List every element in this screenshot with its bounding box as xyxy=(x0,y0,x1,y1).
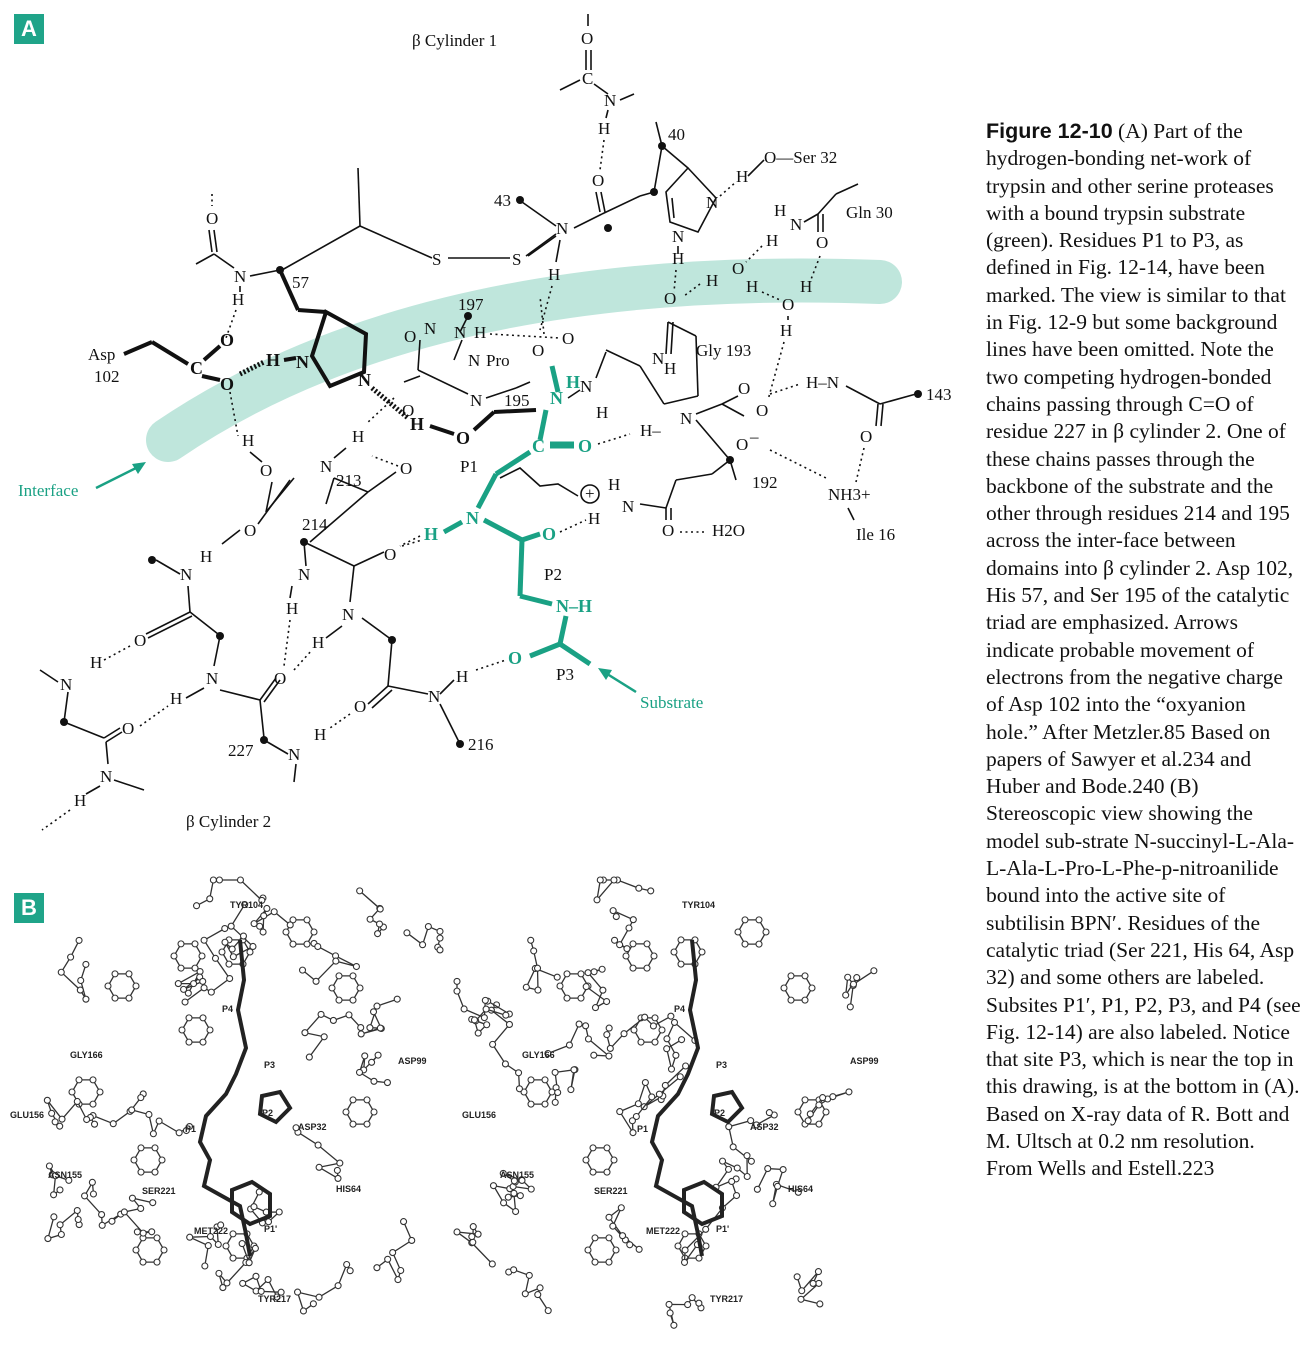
svg-text:N: N xyxy=(100,767,113,786)
svg-text:P3: P3 xyxy=(556,665,574,684)
svg-text:O: O xyxy=(384,545,397,564)
residue-label: GLU156 xyxy=(462,1110,497,1120)
beta-cylinder-1-label: β Cylinder 1 xyxy=(412,31,498,50)
stereo-view-panel xyxy=(0,860,910,1367)
svg-text:P1: P1 xyxy=(460,457,478,476)
svg-text:O—Ser 32: O—Ser 32 xyxy=(764,148,838,167)
svg-text:O: O xyxy=(664,289,677,308)
svg-text:N: N xyxy=(320,457,333,476)
svg-text:192: 192 xyxy=(752,473,778,492)
svg-text:O: O xyxy=(260,461,273,480)
svg-text:N: N xyxy=(296,352,309,372)
svg-text:P2: P2 xyxy=(544,565,562,584)
beta-cylinder-2-label: β Cylinder 2 xyxy=(186,812,272,831)
caption-text: (A) Part of the hydrogen-bonding net-work of trypsin and other serine proteases with a bound trypsin substrate (green). Residues P1 to P3, as defined in Fig. 12-14, have been marked. The view is similar to that in Fig. 12-9 but some background lines have been omitted. Note the two competing hydrogen-bonded chains passing through C=O of residue 227 in β cylinder 2. One of these chains passes through the backbone of the substrate and the other through residues 214 and 195 across the inter-face between domains into β cylinder 2. Asp 102, His 57, and Ser 195 of the catalytic triad are emphasized. Arrows indicate probable movement of electrons from the negative charge of Asp 102 into the “oxyanion hole.” After Metzler.85 Based on papers of Sawyer et al.234 and Huber and Bode.240 (B) Stereoscopic view showing the model sub-strate N-succinyl-L-Ala-L-Ala-L-Pro-L-Phe-p-nitroanilide bound into the active site of subtilisin BPN′. Residues of the catalytic triad (Ser 221, His 64, Asp 32) and some others are labeled. Subsites P1′, P1, P2, P3, and P4 (see Fig. 12-14) are also labeled. Notice that site P3, which is near the top in this drawing, is at the bottom in (A). Based on X-ray data of R. Bott and M. Ultsch at 0.2 nm resolution. From Wells and Estell.223 xyxy=(986,119,1301,1181)
svg-text:O: O xyxy=(756,401,769,420)
residue-label: HIS64 xyxy=(788,1184,814,1194)
stereo-image-left xyxy=(10,877,443,1314)
residue-label: SER221 xyxy=(594,1186,628,1196)
svg-text:+: + xyxy=(585,484,595,503)
ser-195 xyxy=(372,382,536,448)
svg-text:N: N xyxy=(622,497,635,516)
svg-text:O: O xyxy=(220,374,235,394)
residue-label: TYR104 xyxy=(682,900,716,910)
svg-text:195: 195 xyxy=(504,391,530,410)
svg-text:H: H xyxy=(596,403,609,422)
residue-label: ASP99 xyxy=(398,1056,427,1066)
svg-text:H: H xyxy=(474,323,487,342)
svg-text:N–H: N–H xyxy=(556,596,592,616)
svg-text:Ile 16: Ile 16 xyxy=(856,525,896,544)
svg-text:Gln 30: Gln 30 xyxy=(846,203,893,222)
svg-text:N: N xyxy=(672,227,685,246)
hydrogen-bond-network-diagram xyxy=(0,0,960,860)
residue-label: GLY166 xyxy=(522,1050,555,1060)
svg-text:N: N xyxy=(424,319,437,338)
svg-text:H: H xyxy=(706,271,719,290)
svg-text:H: H xyxy=(608,475,621,494)
svg-text:H: H xyxy=(200,547,213,566)
svg-text:N: N xyxy=(580,377,593,396)
svg-text:O: O xyxy=(122,719,135,738)
svg-text:N: N xyxy=(358,370,371,390)
svg-text:S: S xyxy=(512,250,522,269)
svg-text:O: O xyxy=(782,295,795,314)
svg-text:C: C xyxy=(190,358,203,378)
svg-text:N: N xyxy=(60,675,73,694)
svg-text:O: O xyxy=(581,29,594,48)
svg-text:H: H xyxy=(286,599,299,618)
svg-text:H: H xyxy=(746,277,759,296)
svg-text:N: N xyxy=(470,391,483,410)
svg-text:O: O xyxy=(134,631,147,650)
svg-text:N: N xyxy=(342,605,355,624)
svg-text:H: H xyxy=(672,249,685,268)
svg-text:C: C xyxy=(532,436,545,456)
svg-text:H: H xyxy=(736,167,749,186)
svg-text:O: O xyxy=(592,171,605,190)
residue-label: P3 xyxy=(716,1060,728,1070)
svg-text:N: N xyxy=(706,193,719,212)
residue-label: ASP32 xyxy=(298,1122,327,1132)
svg-text:N: N xyxy=(234,267,247,286)
panel-b-badge: B xyxy=(14,893,44,923)
svg-text:H: H xyxy=(598,119,611,138)
residue-label: ASN155 xyxy=(500,1170,535,1180)
residue-label: ASN155 xyxy=(48,1170,83,1180)
svg-text:H: H xyxy=(588,509,601,528)
svg-text:O: O xyxy=(400,459,413,478)
svg-text:H: H xyxy=(548,265,561,284)
svg-text:O: O xyxy=(732,259,745,278)
svg-text:213: 213 xyxy=(336,471,362,490)
svg-text:N: N xyxy=(288,745,301,764)
svg-text:N: N xyxy=(556,219,569,238)
svg-text:H: H xyxy=(456,667,469,686)
svg-text:H: H xyxy=(170,689,183,708)
residues-213-214 xyxy=(148,427,422,666)
svg-text:H: H xyxy=(242,431,255,450)
residue-label: TYR217 xyxy=(710,1294,744,1304)
svg-text:O: O xyxy=(220,330,235,350)
residue-label: HIS64 xyxy=(336,1184,362,1194)
svg-text:N: N xyxy=(454,323,467,342)
svg-text:H: H xyxy=(774,201,787,220)
svg-text:S: S xyxy=(432,250,442,269)
residue-label: ASP99 xyxy=(850,1056,879,1066)
disulfide-bridge xyxy=(282,168,556,270)
svg-text:H: H xyxy=(664,359,677,378)
residue-label: P2 xyxy=(262,1108,274,1118)
residue-label: TYR104 xyxy=(230,900,264,910)
residue-label: P1' xyxy=(264,1224,278,1234)
svg-text:O: O xyxy=(816,233,829,252)
svg-text:102: 102 xyxy=(94,367,120,386)
residue-label: MET222 xyxy=(194,1226,229,1236)
residue-label: P1 xyxy=(185,1124,197,1134)
residue-label: TYR217 xyxy=(258,1294,292,1304)
svg-text:NH3+: NH3+ xyxy=(828,485,871,504)
interface-label: Interface xyxy=(18,481,79,500)
svg-text:N: N xyxy=(298,565,311,584)
svg-text:H: H xyxy=(314,725,327,744)
svg-text:O: O xyxy=(532,341,545,360)
svg-text:N: N xyxy=(468,351,481,370)
svg-text:O: O xyxy=(860,427,873,446)
svg-text:H: H xyxy=(90,653,103,672)
top-amide xyxy=(560,14,634,170)
figure-label: Figure 12-10 xyxy=(986,119,1113,143)
interface-arrow xyxy=(96,466,140,488)
residue-label: P3 xyxy=(264,1060,276,1070)
svg-text:O: O xyxy=(404,327,417,346)
stereo-image-right xyxy=(454,877,879,1328)
svg-text:227: 227 xyxy=(228,741,254,760)
svg-text:O: O xyxy=(206,209,219,228)
svg-text:H: H xyxy=(232,290,245,309)
svg-text:N: N xyxy=(466,508,479,528)
svg-text:O: O xyxy=(562,329,575,348)
svg-text:H: H xyxy=(800,277,813,296)
residue-label: P2 xyxy=(714,1108,726,1118)
svg-text:N: N xyxy=(180,565,193,584)
svg-text:O: O xyxy=(542,524,557,544)
residue-label: MET222 xyxy=(646,1226,681,1236)
svg-text:143: 143 xyxy=(926,385,952,404)
residue-label: P4 xyxy=(222,1004,234,1014)
svg-text:N: N xyxy=(428,687,441,706)
svg-text:N: N xyxy=(652,349,665,368)
svg-text:N: N xyxy=(790,215,803,234)
svg-text:214: 214 xyxy=(302,515,328,534)
svg-text:H: H xyxy=(424,524,439,544)
svg-text:40: 40 xyxy=(668,125,685,144)
beta-cylinder-2-network xyxy=(40,605,494,830)
residue-label: GLY166 xyxy=(70,1050,103,1060)
residue-label: SER221 xyxy=(142,1186,176,1196)
figure-caption xyxy=(986,118,1302,1183)
residue-label: P4 xyxy=(674,1004,686,1014)
substrate-label: Substrate xyxy=(640,693,704,712)
svg-text:H: H xyxy=(766,231,779,250)
svg-text:H2O: H2O xyxy=(712,521,746,540)
svg-text:C: C xyxy=(582,69,594,88)
svg-text:N: N xyxy=(604,91,617,110)
svg-text:O: O xyxy=(402,401,415,420)
svg-text:H: H xyxy=(312,633,325,652)
svg-text:Gly 193: Gly 193 xyxy=(696,341,752,360)
residue-label: P1' xyxy=(716,1224,730,1234)
svg-text:N: N xyxy=(680,409,693,428)
svg-text:H: H xyxy=(74,791,87,810)
svg-text:O: O xyxy=(736,435,749,454)
svg-text:O: O xyxy=(578,436,593,456)
svg-text:O: O xyxy=(508,648,523,668)
svg-text:Pro: Pro xyxy=(486,351,510,370)
svg-text:43: 43 xyxy=(494,191,511,210)
svg-text:H: H xyxy=(352,427,365,446)
svg-text:O: O xyxy=(244,521,257,540)
svg-text:H: H xyxy=(780,321,793,340)
svg-text:Asp: Asp xyxy=(88,345,116,364)
svg-text:H–: H– xyxy=(640,421,661,440)
residue-label: GLU156 xyxy=(10,1110,45,1120)
svg-text:O: O xyxy=(274,669,287,688)
svg-text:N: N xyxy=(206,669,219,688)
svg-text:O: O xyxy=(738,379,751,398)
svg-text:O: O xyxy=(354,697,367,716)
svg-text:H: H xyxy=(566,372,581,392)
svg-text:H: H xyxy=(266,350,281,370)
svg-text:–: – xyxy=(750,427,759,446)
svg-text:57: 57 xyxy=(292,273,309,292)
svg-text:O: O xyxy=(456,428,471,448)
residue-label: P1 xyxy=(637,1124,649,1134)
svg-text:N: N xyxy=(550,388,563,408)
svg-text:O: O xyxy=(662,521,675,540)
svg-text:H: H xyxy=(410,414,425,434)
svg-text:197: 197 xyxy=(458,295,484,314)
residue-label: ASP32 xyxy=(750,1122,779,1132)
svg-text:H–N: H–N xyxy=(806,373,840,392)
svg-text:216: 216 xyxy=(468,735,494,754)
panel-a-badge: A xyxy=(14,14,44,44)
